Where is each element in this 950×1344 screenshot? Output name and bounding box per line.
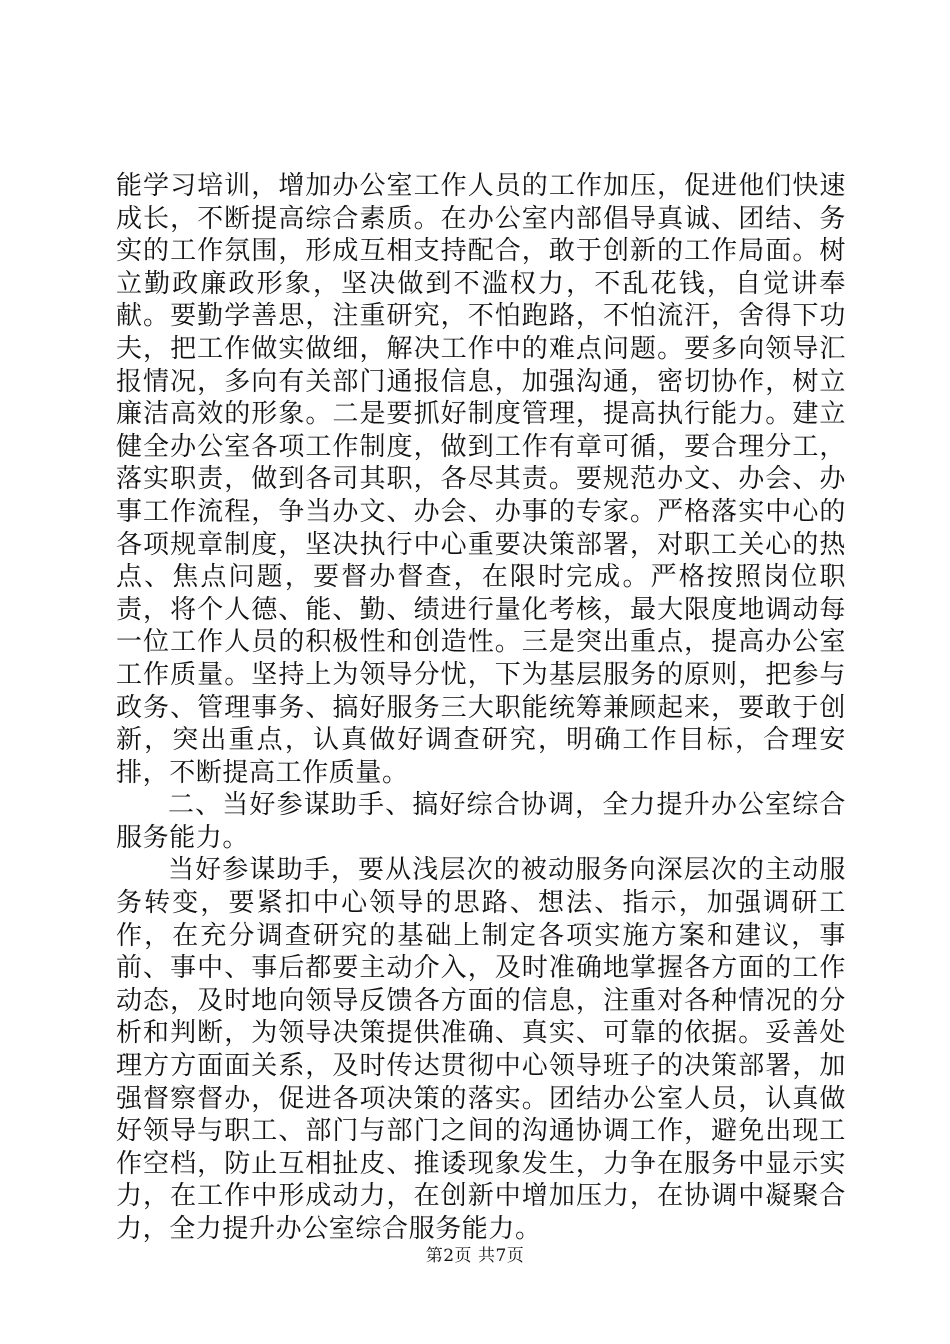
document-body [116,170,846,1246]
page-number-footer: 第2页 共7页 [425,1246,525,1266]
paragraph-continued: 能学习培训，增加办公室工作人员的工作加压，促进他们快速成长，不断提高综合素质。在办公室内部倡导真诚、团结、务实的工作氛围，形成互相支持配合，敢于创新的工作局面。树立勤政廉政形象，坚决做到不滥权力，不乱花钱，自觉讲奉献。要勤学善思，注重研究，不怕跑路，不怕流汗，舍得下功夫，把工作做实做细，解决工作中的难点问题。要多向领导汇报情况，多向有关部门通报信息，加强沟通，密切协作，树立廉洁高效的形象。二是要抓好制度管理，提高执行能力。建立健全办公室各项工作制度，做到工作有章可循，要合理分工，落实职责，做到各司其职，各尽其责。要规范办文、办会、办事工作流程，争当办文、办会、办事的专家。严格落实中心的各项规章制度，坚决执行中心重要决策部署，对职工关心的热点、焦点问题，要督办督查，在限时完成。严格按照岗位职责，将个人德、能、勤、绩进行量化考核，最大限度地调动每一位工作人员的积极性和创造性。三是突出重点，提高办公室工作质量。坚持上为领导分忧，下为基层服务的原则，把参与政务、管理事务、搞好服务三大职能统筹兼顾起来，要敢于创新，突出重点，认真做好调查研究，明确工作目标，合理安排，不断提高工作质量。 [116,171,846,788]
paragraph: 当好参谋助手，要从浅层次的被动服务向深层次的主动服务转变，要紧扣中心领导的思路、想法、指示，加强调研工作，在充分调查研究的基础上制定各项实施方案和建议，事前、事中、事后都要主动介入，及时准确地掌握各方面的工作动态，及时地向领导反馈各方面的信息，注重对各种情况的分析和判断，为领导决策提供准确、真实、可靠的依据。妥善处理方方面面关系，及时传达贯彻中心领导班子的决策部署，加强督察督办，促进各项决策的落实。团结办公室人员，认真做好领导与职工、部门与部门之间的沟通协调工作，避免出现工作空档，防止互相扯皮、推诿现象发生，力争在服务中显示实力，在工作中形成动力，在创新中增加压力，在协调中凝聚合力，全力提升办公室综合服务能力。 [116,855,846,1244]
section-heading: 二、当好参谋助手、搞好综合协调，全力提升办公室综合服务能力。 [116,790,846,853]
